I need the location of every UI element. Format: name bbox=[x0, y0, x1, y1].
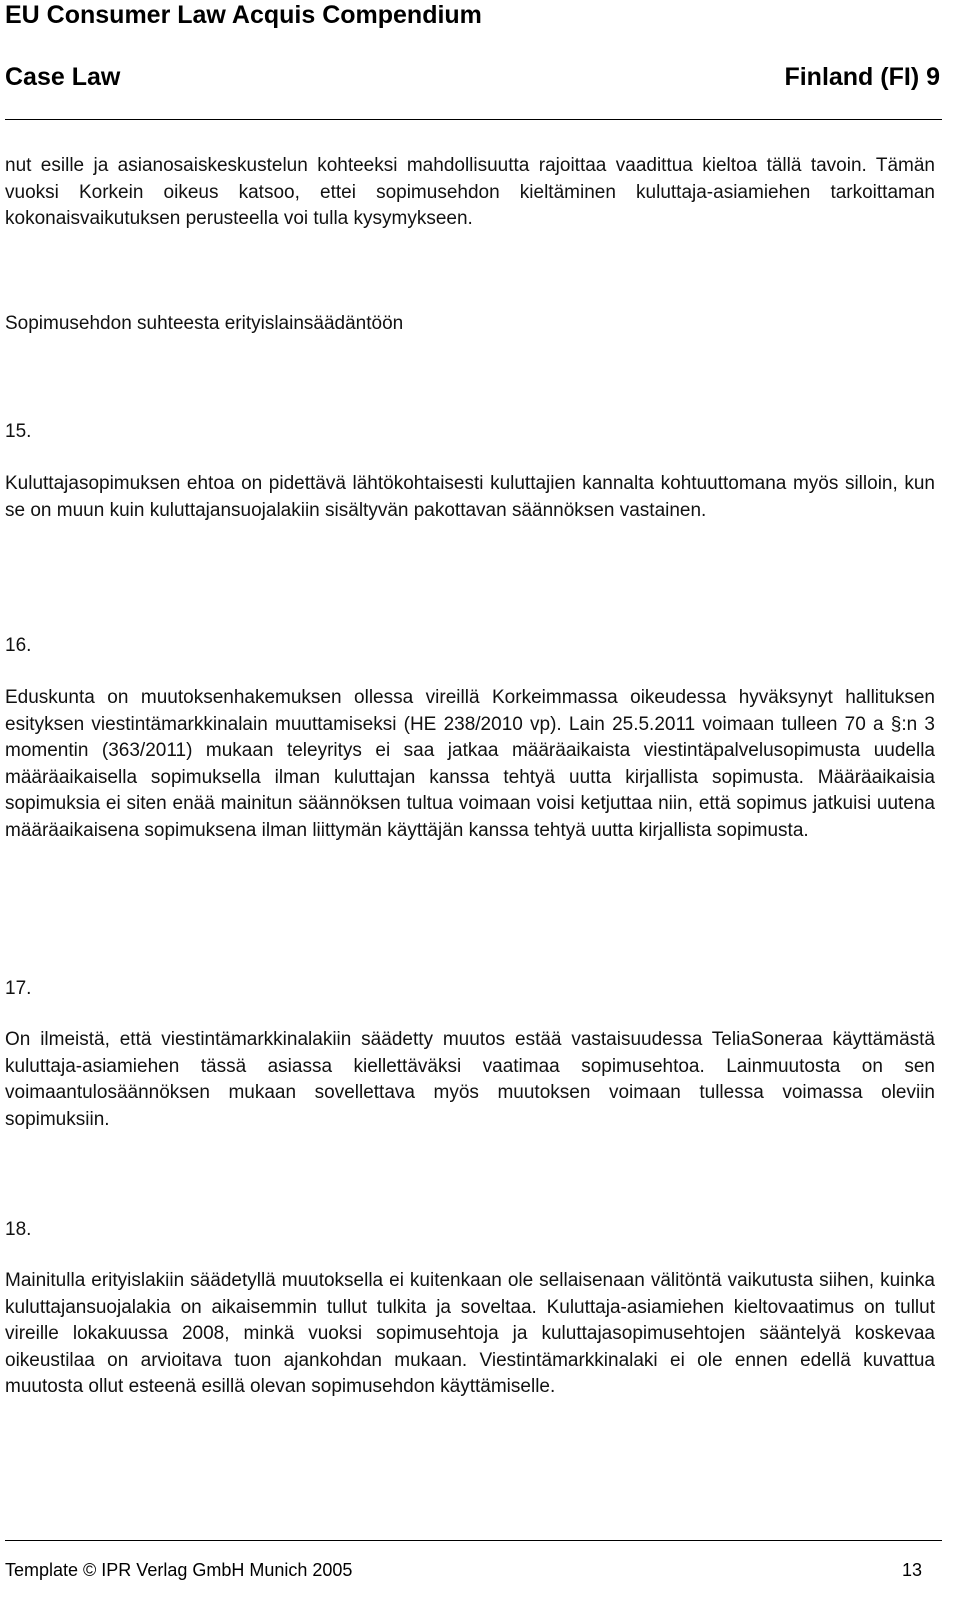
header-divider bbox=[5, 119, 942, 120]
intro-paragraph: nut esille ja asianosaiskeskustelun kohteeksi mahdollisuutta rajoittaa vaadittua kieltoa tällä tavoin. Tämän vuoksi Korkein oikeus katsoo, ettei sopimusehdon kieltäminen kuluttaja-asiamiehen tarkoittaman kokonaisvaikutuksen perusteella voi tulla kysymykseen. bbox=[5, 155, 935, 229]
footer-copyright: Template © IPR Verlag GmbH Munich 2005 bbox=[5, 1560, 353, 1580]
section-number: 18. bbox=[5, 1219, 32, 1240]
footer-divider bbox=[5, 1540, 942, 1541]
section-number: 16. bbox=[5, 635, 32, 656]
section-number: 17. bbox=[5, 978, 32, 999]
section-number: 15. bbox=[5, 421, 32, 442]
running-header bbox=[5, 60, 940, 94]
section-paragraph: Mainitulla erityislakiin säädetyllä muutoksella ei kuitenkaan ole sellaisenaan välitöntä vaikutusta siihen, kuinka kuluttajansuojalakia on aikaisemmin tullut tulkita ja soveltaa. Kuluttaja-asiamiehen kieltovaatimus on tullut vireille lokakuussa 2008, minkä vuoksi sopimusehtoja ja kuluttajasopimusehtojen sääntelyä koskevaa oikeustilaa on arvioitava tuon ajankohdan mukaan. Viestintämarkkinalaki ei ole ennen edellä kuvattua muutosta ollut esteenä esillä olevan sopimusehdon käyttämiselle. bbox=[5, 1270, 935, 1397]
country-page-label: Finland (FI) 9 bbox=[784, 63, 940, 91]
document-title: EU Consumer Law Acquis Compendium bbox=[5, 1, 482, 29]
subheading: Sopimusehdon suhteesta erityislainsäädäntöön bbox=[5, 313, 404, 334]
page-number: 13 bbox=[901, 1560, 922, 1580]
section-label: Case Law bbox=[5, 63, 121, 91]
section-paragraph: Kuluttajasopimuksen ehtoa on pidettävä lähtökohtaisesti kuluttajien kannalta kohtuuttomana myös silloin, kun se on muun kuin kuluttajansuojalakiin sisältyvän pakottavan säännöksen vastainen. bbox=[5, 473, 935, 521]
section-paragraph: On ilmeistä, että viestintämarkkinalakiin säädetty muutos estää vastaisuudessa TeliaSoneraa käyttämästä kuluttaja-asiamiehen tässä asiassa kiellettäväksi vaatimaa sopimusehtoa. Lainmuutosta on sen voimaantulosäännöksen mukaan sovellettava myös muutoksen voimaan tullessa voimassa oleviin sopimuksiin. bbox=[5, 1029, 935, 1130]
section-paragraph: Eduskunta on muutoksenhakemuksen ollessa vireillä Korkeimmassa oikeudessa hyväksynyt hallituksen esityksen viestintämarkkinalain muuttamiseksi (HE 238/2010 vp). Lain 25.5.2011 voimaan tulleen 70 a §:n 3 momentin (363/2011) mukaan teleyritys ei saa jatkaa määräaikaista viestintäpalvelusopimusta uudella määräaikaisella sopimuksella ilman kuluttajan kanssa tehtyä uutta kirjallista sopimusta. Määräaikaisia sopimuksia ei siten enää mainitun säännöksen tultua voimaan voisi ketjuttaa niin, että sopimus jatkuisi uutena määräaikaisena sopimuksena ilman liittymän käyttäjän kanssa tehtyä uutta kirjallista sopimusta. bbox=[5, 687, 935, 841]
